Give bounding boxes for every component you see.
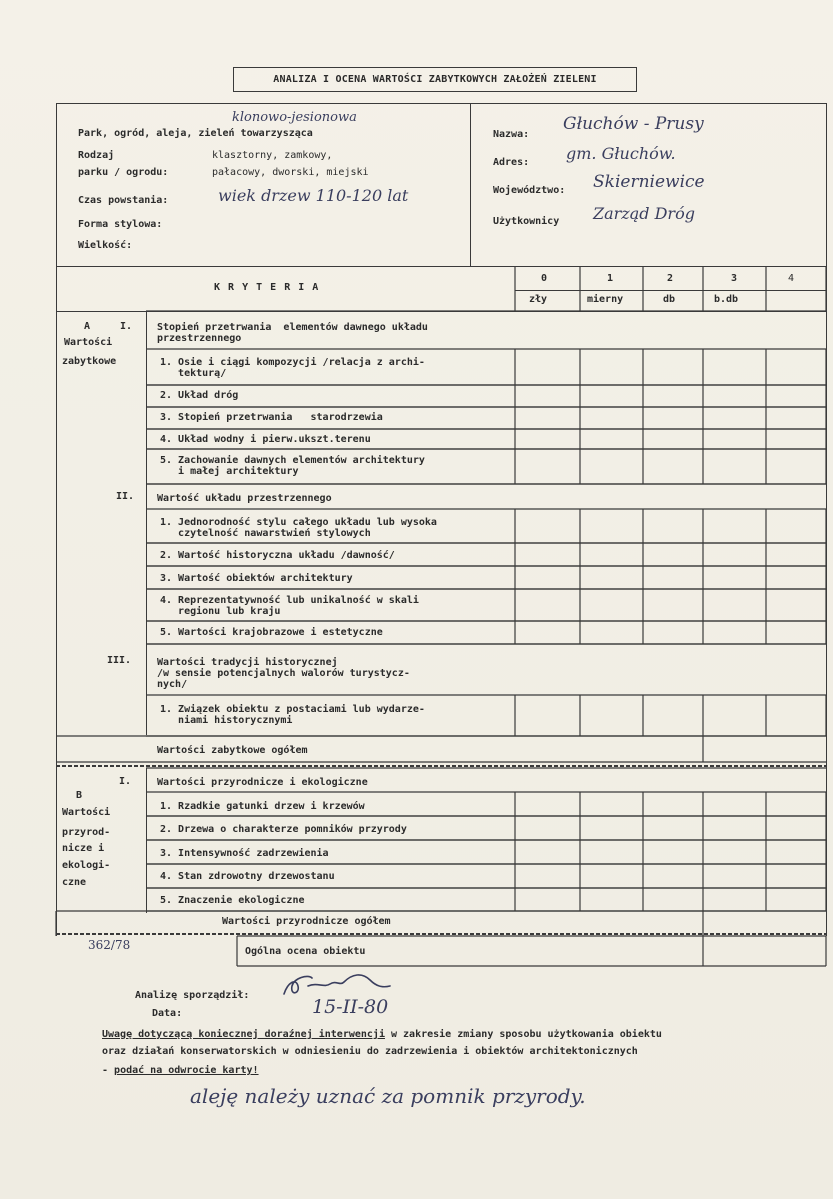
kryteria-label: K R Y T E R I A (214, 282, 320, 293)
section-b-name-5: czne (62, 877, 87, 888)
wojewodztwo-handwritten: Skierniewice (593, 172, 705, 192)
g2-item-2: 2. Wartość historyczna układu /dawność/ (160, 550, 395, 561)
g2-item-5: 5. Wartości krajobrazowe i estetyczne (160, 627, 383, 638)
note-underlined: Uwagę dotyczącą koniecznej doraźnej interwencji (102, 1029, 385, 1040)
group3-title-3: nych/ (157, 679, 188, 690)
handwritten-note: aleję należy uznać za pomnik przyrody. (190, 1084, 586, 1108)
park-handwritten: klonowo-jesionowa (232, 110, 357, 125)
czas-label: Czas powstania: (78, 195, 169, 206)
score-3-label: b.db (714, 294, 739, 305)
score-1-label: mierny (587, 294, 624, 305)
section-b-letter: B (76, 790, 83, 801)
score-0-num: 0 (541, 273, 548, 284)
rodzaj-options-2: pałacowy, dworski, miejski (212, 167, 369, 178)
wojewodztwo-label: Województwo: (493, 185, 566, 196)
nazwa-label: Nazwa: (493, 129, 530, 140)
uzytkownicy-handwritten: Zarząd Dróg (593, 204, 695, 223)
section-b-title: Wartości przyrodnicze i ekologiczne (157, 777, 368, 788)
b-item-2: 2. Drzewa o charakterze pomników przyrody (160, 824, 407, 835)
section-a-name-1: Wartości (64, 337, 113, 348)
section-b-name-1: Wartości (62, 807, 111, 818)
section-b-name-3: nicze i (62, 843, 105, 854)
uzytkownicy-label: Użytkownicy (493, 216, 560, 227)
section-b-roman: I. (119, 776, 132, 787)
adres-handwritten: gm. Głuchów. (566, 144, 676, 163)
section-b-name-2: przyrod- (62, 827, 111, 838)
reference-number: 362/78 (88, 938, 131, 952)
b-item-3: 3. Intensywność zadrzewienia (160, 848, 329, 859)
g2-item-4-l1: 4. Reprezentatywność lub unikalność w skali (160, 595, 419, 606)
g1-item-4: 4. Układ wodny i pierw.ukszt.terenu (160, 434, 371, 445)
czas-handwritten: wiek drzew 110-120 lat (218, 186, 409, 205)
date-label: Data: (152, 1008, 183, 1019)
b-item-1: 1. Rzadkie gatunki drzew i krzewów (160, 801, 365, 812)
group2-title: Wartość układu przestrzennego (157, 493, 332, 504)
g3-item-1-l1: 1. Związek obiektu z postaciami lub wydarze- (160, 704, 425, 715)
group1-title-1: Stopień przetrwania elementów dawnego układu (157, 322, 428, 333)
g1-item-1-l1: 1. Osie i ciągi kompozycji /relacja z archi- (160, 357, 425, 368)
analysed-by-label: Analizę sporządził: (135, 990, 250, 1001)
section-b-name-4: ekologi- (62, 860, 111, 871)
overall-rating: Ogólna ocena obiektu (245, 946, 366, 957)
note-rest: w zakresie zmiany sposobu użytkowania obiektu (384, 1029, 662, 1040)
note-line-3-underlined: podać na odwrocie karty! (114, 1065, 259, 1076)
g1-item-1-l2: tekturą/ (160, 368, 227, 379)
adres-label: Adres: (493, 157, 530, 168)
forma-label: Forma stylowa: (78, 219, 163, 230)
score-3-num: 3 (731, 273, 738, 284)
note-line-3 (102, 1065, 259, 1076)
note-line-1 (102, 1029, 662, 1040)
g1-item-3: 3. Stopień przetrwania starodrzewia (160, 412, 383, 423)
g2-item-3: 3. Wartość obiektów architektury (160, 573, 353, 584)
group1-title-2: przestrzennego (157, 333, 242, 344)
g1-item-5-l1: 5. Zachowanie dawnych elementów architektury (160, 455, 425, 466)
nazwa-handwritten: Głuchów - Prusy (563, 114, 704, 134)
score-0-label: zły (529, 294, 548, 305)
section-a-roman-3: III. (107, 655, 132, 666)
group3-title-1: Wartości tradycji historycznej (157, 657, 338, 668)
score-2-label: db (663, 294, 676, 305)
section-a-total: Wartości zabytkowe ogółem (157, 745, 308, 756)
g1-item-5-l2: i małej architektury (160, 466, 299, 477)
score-2-num: 2 (667, 273, 674, 284)
note-line-2: oraz działań konserwatorskich w odniesieniu do zadrzewienia i obiektów architektonicznych (102, 1046, 638, 1057)
section-a-letter: A (84, 321, 91, 332)
park-label: Park, ogród, aleja, zieleń towarzysząca (78, 128, 313, 139)
section-a-name-2: zabytkowe (62, 356, 117, 367)
g3-item-1-l2: niami historycznymi (160, 715, 293, 726)
g2-item-1-l1: 1. Jednorodność stylu całego układu lub wysoka (160, 517, 437, 528)
b-item-4: 4. Stan zdrowotny drzewostanu (160, 871, 335, 882)
section-a-roman: I. (120, 321, 133, 332)
section-a-roman-2: II. (116, 491, 135, 502)
g2-item-4-l2: regionu lub kraju (160, 606, 281, 617)
b-item-5: 5. Znaczenie ekologiczne (160, 895, 305, 906)
note-dash: - (102, 1065, 115, 1076)
score-4-num: 4 (788, 273, 795, 284)
g1-item-2: 2. Układ dróg (160, 390, 239, 401)
group3-title-2: /w sensie potencjalnych walorów turystycz- (157, 668, 410, 679)
wielkosc-label: Wielkość: (78, 240, 133, 251)
rodzaj-options-1: klasztorny, zamkowy, (212, 150, 333, 161)
rodzaj-label: Rodzaj (78, 150, 115, 161)
section-b-total: Wartości przyrodnicze ogółem (222, 916, 391, 927)
score-1-num: 1 (607, 273, 614, 284)
date-handwritten: 15-II-80 (312, 996, 389, 1018)
parku-label: parku / ogrodu: (78, 167, 169, 178)
g2-item-1-l2: czytelność nawarstwień stylowych (160, 528, 371, 539)
form-title: ANALIZA I OCENA WARTOŚCI ZABYTKOWYCH ZAŁOŻEŃ ZIELENI (233, 67, 637, 92)
